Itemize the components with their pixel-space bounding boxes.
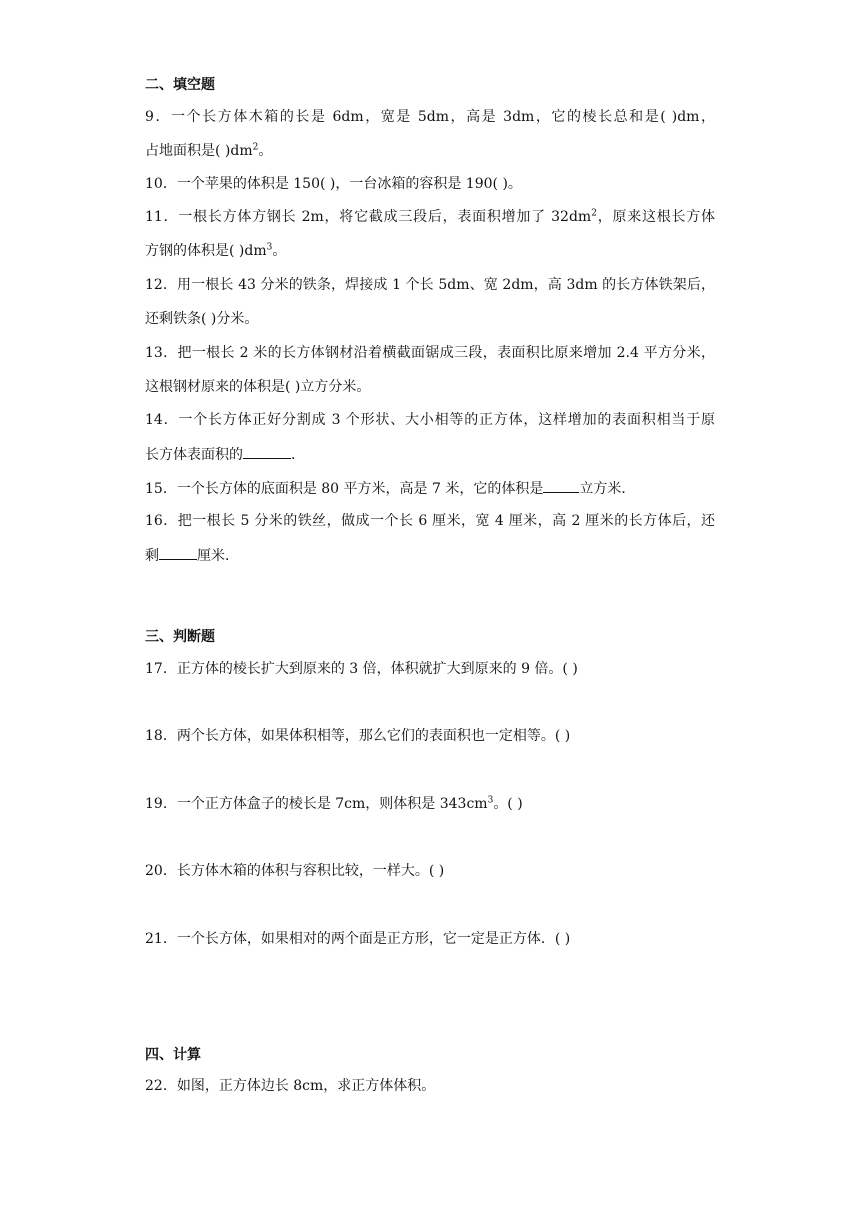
answer-blank [159,546,197,560]
question-11-line-1 [145,208,715,226]
question-22: 22．如图，正方体边长 8cm，求正方体体积。 [145,1078,436,1094]
question-19 [145,795,523,813]
question-15-text: 15．一个长方体的底面积是 80 平方米，高是 7 米，它的体积是 [145,481,544,497]
question-19-text: 19．一个正方体盒子的棱长是 7cm，则体积是 343cm [145,796,488,812]
question-21: 21．一个长方体，如果相对的两个面是正方形，它一定是正方体．( ) [145,931,571,947]
section-heading-fill: 二、填空题 [145,77,215,93]
question-9-line-2 [145,142,272,160]
superscript-2: 2 [591,208,597,219]
question-10: 10．一个苹果的体积是 150( )，一台冰箱的容积是 190( )。 [145,176,522,192]
superscript-2: 2 [252,142,259,153]
answer-blank [243,445,291,459]
question-14-line-2 [145,445,305,464]
superscript-3: 3 [266,242,273,253]
question-12-line-1: 12．用一根长 43 分米的铁条，焊接成 1 个长 5dm、宽 2dm，高 3dm 的长方体铁架后， [145,277,715,293]
question-19-end: 。( ) [493,796,523,812]
question-9-line-2-end: 。 [258,143,273,159]
answer-blank [543,479,579,493]
question-11-line-1-end: ，原来这根长方体 [596,209,716,225]
question-9-line-2-text: 占地面积是( )dm [145,143,253,159]
question-14-line-2-end: ． [291,447,305,463]
question-14-line-2-text: 长方体表面积的 [145,447,243,463]
question-13-line-1: 13．把一根长 2 米的长方体钢材沿着横截面锯成三段，表面积比原来增加 2.4 平方分米， [145,345,715,361]
question-11-line-2-end: 。 [272,243,287,259]
question-11-line-1-text: 11．一根长方体方钢长 2m，将它截成三段后，表面积增加了 32dm [145,209,592,225]
question-16-line-1: 16．把一根长 5 分米的铁丝，做成一个长 6 厘米，宽 4 厘米，高 2 厘米的长方体后，还 [145,513,715,529]
question-12-line-2: 还剩铁条( )分米。 [145,311,259,327]
section-heading-judge: 三、判断题 [145,629,215,645]
question-17: 17．正方体的棱长扩大到原来的 3 倍，体积就扩大到原来的 9 倍。( ) [145,661,578,677]
section-heading-calc: 四、计算 [145,1047,201,1063]
question-13-line-2: 这根钢材原来的体积是( )立方分米。 [145,379,371,395]
superscript-3: 3 [487,795,494,806]
question-11-line-2 [145,242,286,260]
question-16-line-2-end: 厘米． [197,548,239,564]
question-16-line-2-text: 剩 [145,548,159,564]
question-18: 18．两个长方体，如果体积相等，那么它们的表面积也一定相等。( ) [145,728,571,744]
question-11-line-2-text: 方钢的体积是( )dm [145,243,267,259]
question-20: 20．长方体木箱的体积与容积比较，一样大。( ) [145,863,445,879]
question-16-line-2 [145,546,239,565]
question-15-end: 立方米． [579,481,636,497]
question-15 [145,479,635,498]
question-9-line-1: 9．一个长方体木箱的长是 6dm，宽是 5dm，高是 3dm，它的棱长总和是( )dm， [145,109,715,125]
question-14-line-1: 14．一个长方体正好分割成 3 个形状、大小相等的正方体，这样增加的表面积相当于原 [145,412,715,428]
